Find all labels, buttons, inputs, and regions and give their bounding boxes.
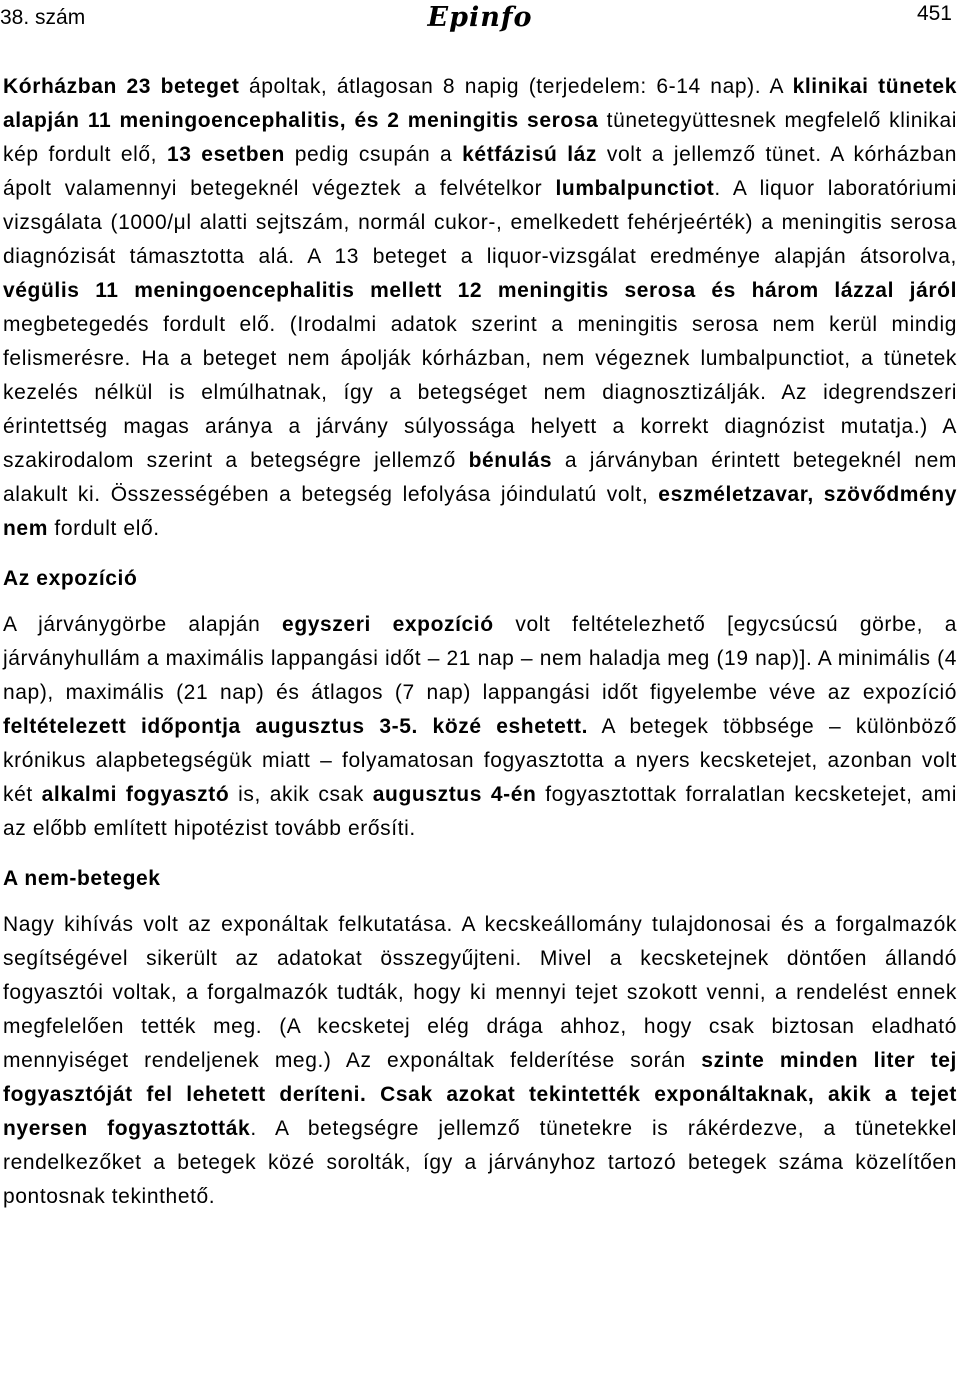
- text-run: fogyasztottak forralatlan kecsketejet, ami az előbb említett hipotézist tovább erősíti.: [3, 783, 957, 840]
- text-run: . A liquor laboratóriumi vizsgálata (1000/μl alatti sejtszám, normál cukor-, emelkedett fehérjeérték) a meningitis serosa diagnózisát támasztotta alá. A 13 beteget a liquor-vizsgálat eredménye alapján átsorolva,: [3, 177, 957, 268]
- paragraph-non-patients: [3, 908, 957, 1214]
- text-run: is, akik csak: [229, 783, 373, 806]
- section-heading-exposure: Az expozíció: [3, 567, 138, 590]
- text-run: pedig csupán a: [284, 143, 463, 166]
- paragraph-clinical: [3, 70, 957, 546]
- text-bold: Kórházban 23 beteget: [3, 75, 240, 98]
- spacer: [3, 846, 957, 862]
- text-bold: feltételezett időpontja augusztus 3-5. közé eshetett.: [3, 715, 589, 738]
- text-run: volt feltételezhető [egycsúcsú görbe, a járványhullám a maximális lappangási időt – 21 nap – nem haladja meg (19 nap)]. A minimális (4 nap), maximális (21 nap) és átlagos (7 nap) lappangási időt figyelembe véve az expozíció: [3, 613, 957, 704]
- paragraph-exposure: [3, 608, 957, 846]
- text-bold: egyszeri expozíció: [282, 613, 494, 636]
- text-bold: végülis 11 meningoencephalitis mellett 12 meningitis serosa és három lázzal járól: [3, 279, 957, 302]
- text-bold: 13 esetben: [166, 143, 285, 166]
- text-run: ápoltak, átlagosan 8 napig (terjedelem: 6-14 nap). A: [239, 75, 793, 98]
- epinfo-logo: Epinfo: [427, 2, 533, 33]
- text-bold: lumbalpunctiot: [555, 177, 715, 200]
- section-heading-non-patients: A nem-betegek: [3, 867, 161, 890]
- text-bold: klinikai tünetek alapján 11 meningoencephalitis, és 2 meningitis serosa: [3, 75, 957, 132]
- text-run: volt a jellemző tünet. A kórházban ápolt valamennyi betegeknél végeztek a felvételkor: [3, 143, 958, 200]
- text-bold: alkalmi fogyasztó: [41, 783, 230, 806]
- text-bold: eszméletzavar, szövődmény nem: [3, 483, 957, 540]
- page-header: [0, 0, 960, 40]
- text-run: tünetegyüttesnek megfelelő klinikai kép fordult elő,: [3, 109, 957, 166]
- text-bold: kétfázisú láz: [462, 143, 598, 166]
- text-bold: szinte minden liter tej fogyasztóját fel lehetett deríteni. Csak azokat tekintették exponáltaknak, akik a tejet nyersen fogyasztották: [3, 1049, 957, 1140]
- page-number: 451: [916, 2, 952, 25]
- text-run: a járványban érintett betegeknél nem alakult ki. Összességében a betegség lefolyása jóindulatú volt,: [3, 449, 958, 506]
- spacer: [3, 596, 957, 608]
- issue-number: 38. szám: [0, 6, 86, 29]
- text-run: fordult elő.: [47, 517, 160, 540]
- text-run: . A betegségre jellemző tünetekre is rákérdezve, a tünetekkel rendelkezőket a betegek közé sorolták, így a járványhoz tartozó betegek száma közelítően pontosnak tekinthető.: [3, 1117, 957, 1208]
- text-run: Nagy kihívás volt az exponáltak felkutatása. A kecskeállomány tulajdonosai és a forgalmazók segítségével sikerült az adatokat összegyűjteni. Mivel a kecsketejnek döntően állandó fogyasztói voltak, a forgalmazók tudták, hogy ki mennyi tejet szokott venni, a rendelést ennek megfelelően tették meg. (A kecsketej elég drága ahhoz, hogy csak biztosan eladható mennyiséget rendeljenek meg.) Az exponáltak felderítése során: [3, 913, 957, 1072]
- text-run: A betegek többsége – különböző krónikus alapbetegségük miatt – folyamatosan fogyasztotta a nyers kecsketejet, azonban volt két: [3, 715, 957, 806]
- text-run: megbetegedés fordult elő. (Irodalmi adatok szerint a meningitis serosa nem kerül mindig felismerésre. Ha a beteget nem ápolják kórházban, nem végeznek lumbalpunctiot, a tünetek kezelés nélkül is elmúlhatnak, így a betegséget nem diagnosztizálják. Az idegrendszeri érintettség magas aránya a járvány súlyossága helyett a korrekt diagnózist mutatja.) A szakirodalom szerint a betegségre jellemző: [3, 313, 957, 472]
- article-body: [3, 70, 957, 1214]
- spacer: [3, 896, 957, 908]
- text-bold: bénulás: [468, 449, 553, 472]
- text-bold: augusztus 4-én: [372, 783, 537, 806]
- spacer: [3, 546, 957, 562]
- text-run: A járványgörbe alapján: [3, 613, 283, 636]
